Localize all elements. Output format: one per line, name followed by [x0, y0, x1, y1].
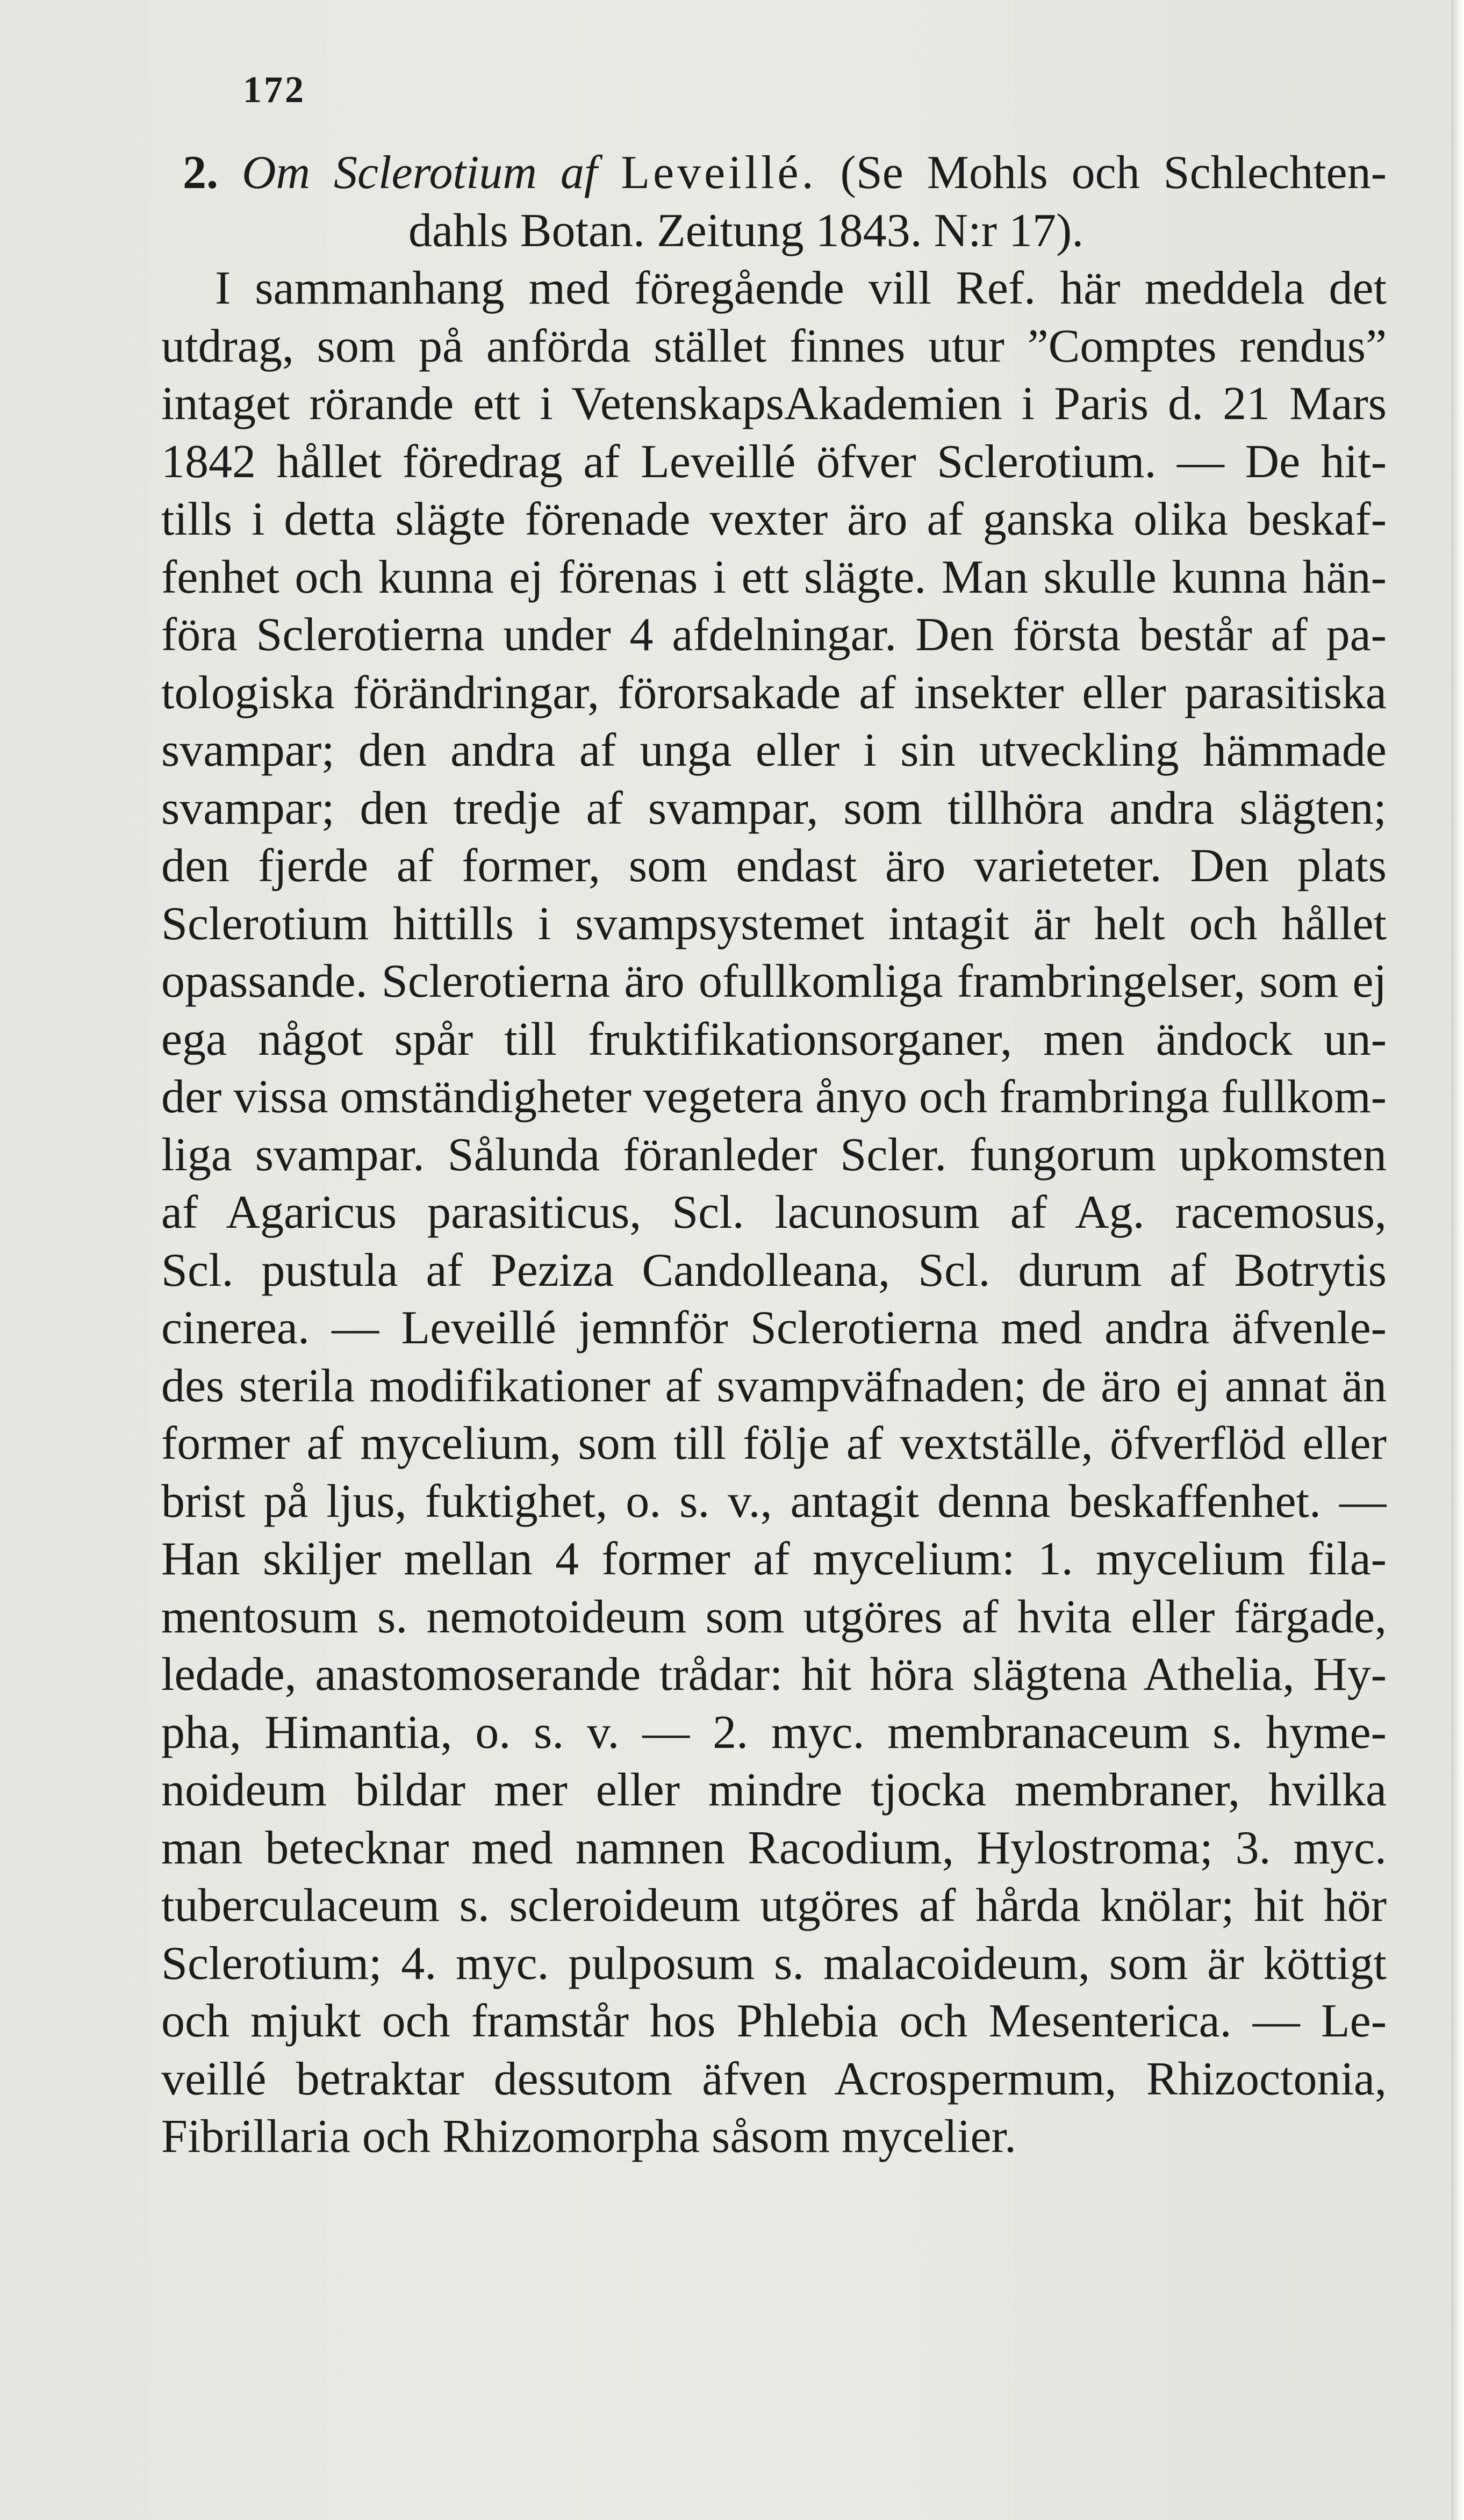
text-line: Han skiljer mellan 4 former af mycelium: 1. mycelium fila-	[161, 1533, 1387, 1585]
article-heading-line-1	[161, 144, 1387, 202]
text-line: pha, Himantia, o. s. v. — 2. myc. membranaceum s. hyme-	[161, 1706, 1387, 1759]
text-line: liga svampar. Sålunda föranleder Scler. fungorum upkomsten	[161, 1128, 1387, 1181]
page-number: 172	[243, 69, 306, 111]
text-line: former af mycelium, som till följe af vextställe, öfverflöd eller	[161, 1417, 1387, 1470]
title-italic: Sclerotium af	[333, 147, 598, 199]
text-line: der vissa omständigheter vegetera ånyo och frambringa fullkom-	[161, 1071, 1387, 1123]
source-reference: (Se Mohls och Schlechten-	[840, 147, 1387, 199]
text-line: noideum bildar mer eller mindre tjocka membraner, hvilka	[161, 1764, 1387, 1816]
article-heading-line-2: dahls Botan. Zeitung 1843. N:r 17).	[408, 204, 1084, 257]
text-line: Scl. pustula af Peziza Candolleana, Scl. durum af Botrytis	[161, 1244, 1387, 1297]
text-line: veillé betraktar dessutom äfven Acrospermum, Rhizoctonia,	[161, 2053, 1387, 2105]
text-line: 1842 hållet föredrag af Leveillé öfver Sclerotium. — De hit-	[161, 435, 1387, 488]
text-line: mentosum s. nemotoideum som utgöres af hvita eller färgade,	[161, 1590, 1387, 1643]
author-name: Leveillé.	[621, 147, 817, 199]
text-line: den fjerde af former, som endast äro varieteter. Den plats	[161, 840, 1387, 892]
text-line: ega något spår till fruktifikationsorganer, men ändock un-	[161, 1013, 1387, 1065]
text-line: af Agaricus parasiticus, Scl. lacunosum af Ag. racemosus,	[161, 1186, 1387, 1239]
text-line: opassande. Sclerotierna äro ofullkomliga frambringelser, som ej	[161, 955, 1387, 1007]
text-line: des sterila modifikationer af svampväfnaden; de äro ej annat än	[161, 1359, 1387, 1412]
text-line-last: Fibrillaria och Rhizomorpha såsom mycelier.	[161, 2111, 1016, 2163]
text-line: tologiska förändringar, förorsakade af insekter eller parasitiska	[161, 666, 1387, 719]
section-number: 2.	[183, 147, 218, 199]
text-line: utdrag, som på anförda stället finnes utur ”Comptes rendus”	[161, 320, 1387, 372]
text-line: Sclerotium; 4. myc. pulposum s. malacoideum, som är köttigt	[161, 1937, 1387, 1990]
text-line: Sclerotium hittills i svampsystemet intagit är helt och hållet	[161, 897, 1387, 950]
title-prefix: Om	[241, 147, 311, 199]
text-line: I sammanhang med föregående vill Ref. här meddela det	[215, 262, 1387, 314]
text-line: föra Sclerotierna under 4 afdelningar. Den första består af pa-	[161, 609, 1387, 661]
text-line: tills i detta slägte förenade vexter äro af ganska olika beskaf-	[161, 493, 1387, 545]
text-line: fenhet och kunna ej förenas i ett slägte. Man skulle kunna hän-	[161, 551, 1387, 603]
text-line: cinerea. — Leveillé jemnför Sclerotierna med andra äfvenle-	[161, 1302, 1387, 1354]
text-line: ledade, anastomoserande trådar: hit höra slägtena Athelia, Hy-	[161, 1648, 1387, 1701]
text-line: man betecknar med namnen Racodium, Hylostroma; 3. myc.	[161, 1821, 1387, 1874]
text-line: tuberculaceum s. scleroideum utgöres af hårda knölar; hit hör	[161, 1880, 1387, 1932]
text-line: intaget rörande ett i VetenskapsAkademien i Paris d. 21 Mars	[161, 378, 1387, 430]
text-line: svampar; den andra af unga eller i sin utveckling hämmade	[161, 724, 1387, 776]
page-edge	[1451, 0, 1464, 2520]
text-line: svampar; den tredje af svampar, som tillhöra andra slägten;	[161, 782, 1387, 834]
article-body	[161, 144, 1387, 2166]
text-line: brist på ljus, fuktighet, o. s. v., antagit denna beskaffenhet. —	[161, 1475, 1387, 1528]
text-line: och mjukt och framstår hos Phlebia och Mesenterica. — Le-	[161, 1995, 1387, 2047]
